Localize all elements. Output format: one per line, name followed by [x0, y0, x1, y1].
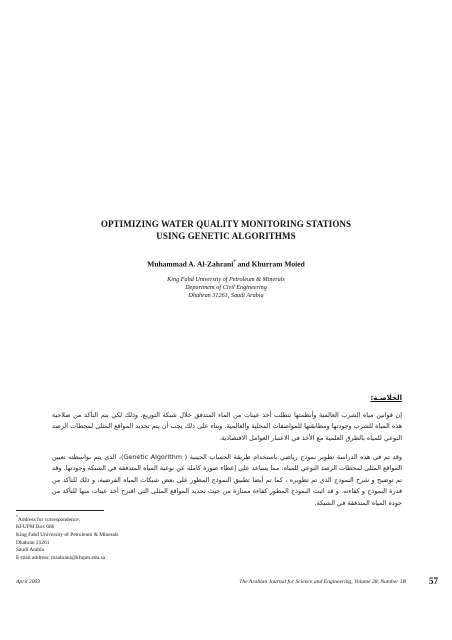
first-author: Muhammad A. Al-Zahrani [147, 259, 234, 269]
affiliation-department: Department of Civil Engineering [185, 284, 267, 291]
footnote-line-2: KFUPM Box 686 [16, 524, 55, 531]
arabic-abstract-heading: الخلاصـة: [370, 394, 402, 402]
arabic-abstract-paragraph-1: إن قوانين مياه الشرب العالمية وأنظمتها تتطلب أخذ عينات من الماء المتدفق خلال شبكة التوزيع، وذلك لكي يتم التأكد من صلاحية هذه المياه للشرب وجودتها ومطابقتها للمواصفات المحلية والعالمية. وبناء على ذلك يجب أن يتم تحديد المواقع المثلى لمحطات الرصد النوعي للمياه بالطرق العلمية مع الأخذ في الاعتبار العوامل الاقتصادية. [52, 411, 402, 442]
author-line [40, 258, 412, 270]
affiliation [40, 276, 412, 300]
footnote-line-5: Saudi Arabia [16, 547, 44, 554]
arabic-abstract-paragraph-2: وقد تم في هذه الدراسة تطوير نموذج رياضي باستخدام طريقة الحساب الجينية ( Genetic Algorithm)، الذي يتم بواسطته تعيين المواقع المثلى لمحطات الرصد النوعي للمياه، مما يساعد على إعطاء صورة كاملة عن نوعية المياه المتدفقة في الشبكة وجودتها. وقد تم توضيح و شرح النموذج الذي تم تطويره ، كما تم أيضا تطبيق النموذج المطور على بعض شبكات المياه الفرضية، و ذلك للتأكد من قدرة النموذج و كفاءته. و قد اثبت النموذج المطور كفاءة ممتازة من حيث تحديد المواقع المثلى التي اقترح أخذ عينات منها للتأكد من جودة المياه المتدفقة في الشبكة. [52, 453, 402, 507]
footer-date: April 2003 [16, 579, 41, 585]
page-number: 57 [429, 576, 438, 586]
footnote-line-1: Address for correspondence: [18, 516, 80, 523]
footnote-line-4: Dhahran 31261 [16, 539, 50, 546]
title-line-1: OPTIMIZING WATER QUALITY MONITORING STATIONS [100, 219, 352, 229]
affiliation-university: King Fahd University of Petroleum & Minerals [167, 276, 285, 283]
footnote-mark: * [16, 514, 18, 519]
correspondence-footnote [16, 513, 256, 562]
author-footnote-mark: * [233, 260, 236, 265]
paper-title [40, 218, 412, 242]
second-author: and Khurram Moied [237, 259, 305, 269]
footnote-divider [16, 510, 104, 511]
affiliation-address: Dhahran 31261, Saudi Arabia [188, 292, 264, 299]
title-line-2: USING GENETIC ALGORITHMS [156, 231, 296, 241]
footer-journal: The Arabian Journal for Science and Engineering, Volume 28, Number 1B [239, 579, 406, 585]
footnote-line-3: King Fahd University of Petroleum & Minerals [16, 531, 119, 538]
footnote-email: E-mail address: mzahrani@kfupm.edu.sa [16, 554, 106, 561]
